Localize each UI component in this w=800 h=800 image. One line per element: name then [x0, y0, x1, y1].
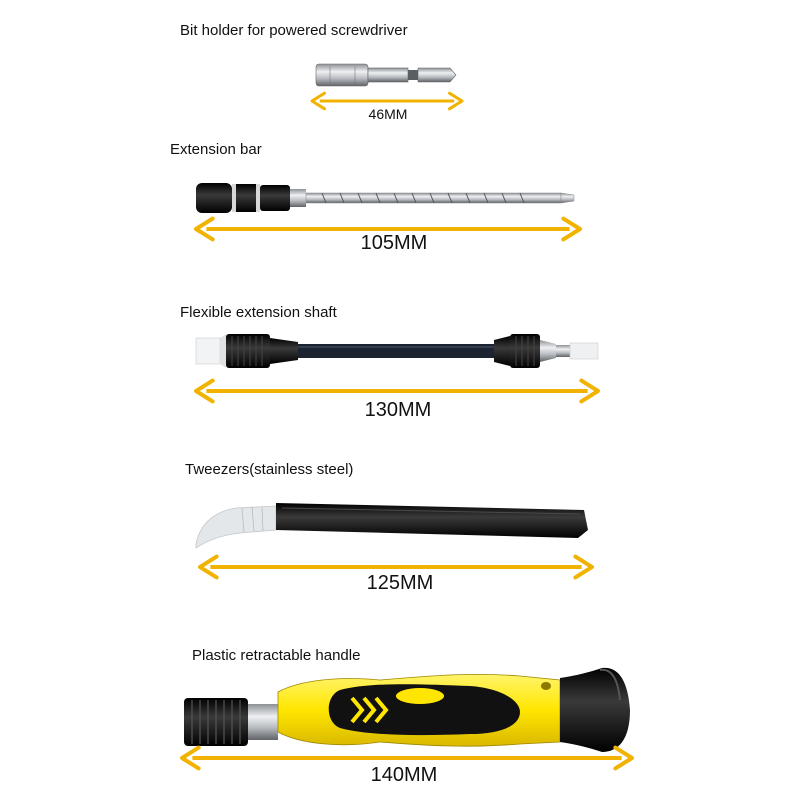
item-label-bit-holder: Bit holder for powered screwdriver: [180, 22, 408, 39]
item-length-handle: 140MM: [370, 764, 438, 786]
item-label-flexible-shaft: Flexible extension shaft: [180, 304, 337, 321]
item-label-tweezers: Tweezers(stainless steel): [185, 461, 354, 478]
item-label-extension-bar: Extension bar: [170, 141, 262, 158]
item-length-bit-holder: 46MM: [368, 106, 408, 122]
item-length-tweezers: 125MM: [366, 572, 434, 594]
item-length-flexible-shaft: 130MM: [364, 399, 432, 421]
item-label-handle: Plastic retractable handle: [192, 647, 361, 664]
item-length-extension-bar: 105MM: [360, 232, 428, 254]
